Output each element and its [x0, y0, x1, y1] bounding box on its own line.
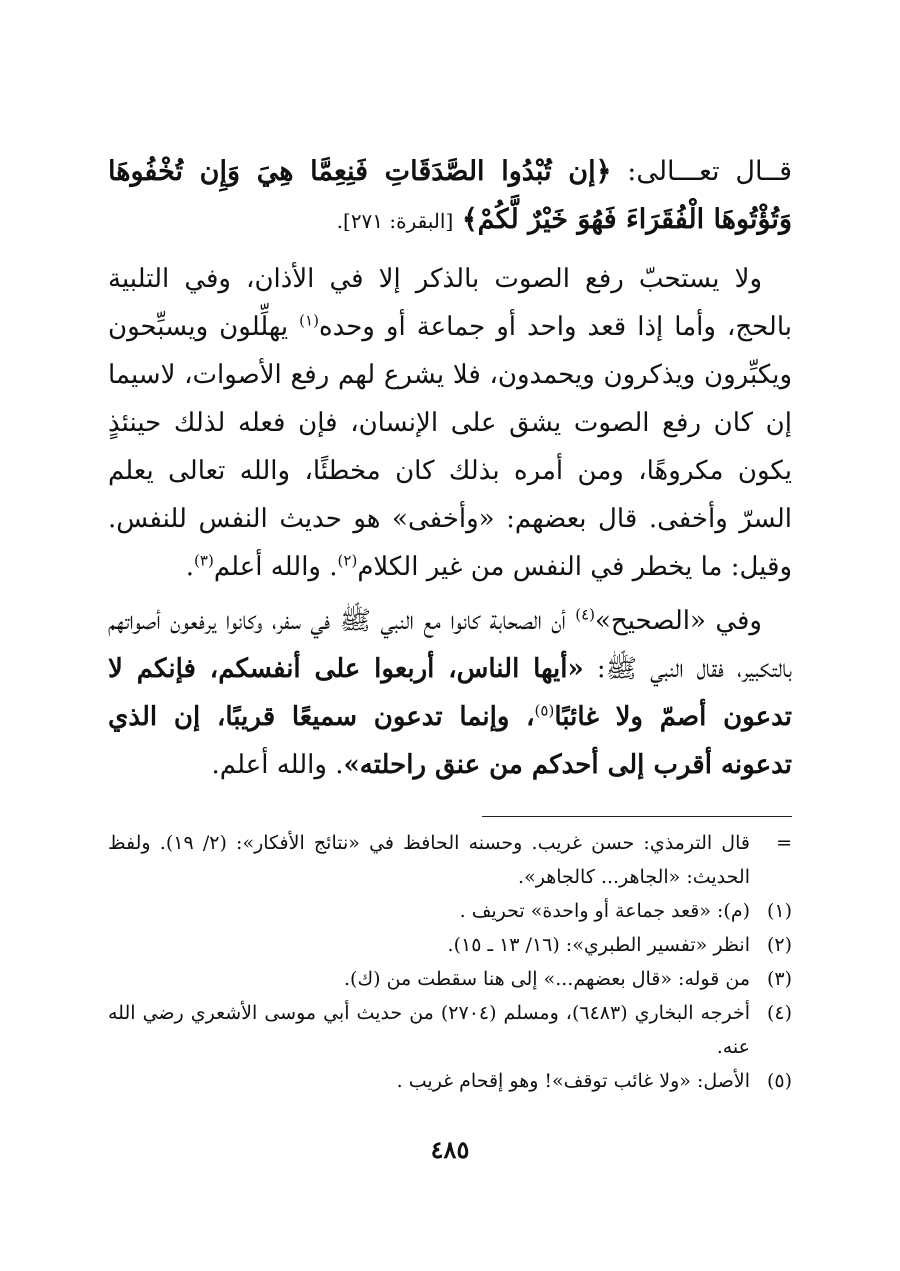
- footnote-ref-1[interactable]: (١): [299, 311, 319, 330]
- p2-text-b: أن الصحابة كانوا مع النبي ﷺ في سفر، وكانوا يرفعون أصواتهم بالتكبير، فقال النبي ﷺ:: [108, 606, 792, 684]
- continuation-mark: =: [776, 832, 792, 854]
- hadith-quote-b: ، وإنما تدعون سميعًا قريبًا، إن الذي تدعونه أقرب إلى أحدكم من عنق راحلته»: [108, 702, 792, 780]
- footnote-item: [108, 962, 792, 996]
- footnote-text: قال الترمذي: حسن غريب. وحسنه الحافظ في «نتائج الأفكار»: (٢/ ١٩). ولفظ الحديث: «الجاهر... كالجاهر».: [108, 832, 750, 888]
- footnote-text: الأصل: «ولا غائب توقف»! وهو إقحام غريب .: [396, 1070, 750, 1092]
- footnote-ref-2[interactable]: (٢): [337, 551, 358, 570]
- p2-text-a: وفي «الصحيح»: [595, 606, 762, 636]
- p1-text-c: . والله أعلم: [213, 552, 338, 582]
- footnote-item: [108, 894, 792, 928]
- footnote-item: [108, 928, 792, 962]
- footnote-number: (٥): [766, 1070, 792, 1092]
- verse-reference: [البقرة: ٢٧١].: [336, 209, 454, 233]
- footnotes: [108, 826, 792, 1098]
- hadith-quote-a: «أيها الناس، أربعوا على أنفسكم، فإنكم لا تدعون أصمّ ولا غائبًا: [108, 654, 792, 732]
- paragraph-1: [108, 255, 792, 591]
- p1-text-b: يهلِّلون ويسبِّحون ويكبِّرون ويذكرون ويحمدون، فلا يشرع لهم رفع الأصوات، لاسيما إن كان رفع الصوت يشق على الإنسان، فإن فعله لذلك حينئذٍ يكون مكروهًا، ومن أمره بذلك كان مخطئًا، والله تعالى يعلم السرّ وأخفى. قال بعضهم: «وأخفى» هو حديث النفس للنفس. وقيل: ما يخطر في النفس من غير الكلام: [108, 312, 792, 582]
- paragraph-2: [108, 597, 792, 789]
- footnote-text: انظر «تفسير الطبري»: (١٦/ ١٣ ـ ١٥).: [447, 934, 750, 956]
- main-text: [108, 148, 792, 795]
- footnote-text: (م): «قعد جماعة أو واحدة» تحريف .: [459, 900, 750, 922]
- footnote-ref-3[interactable]: (٣): [194, 551, 214, 570]
- footnote-item: [108, 996, 792, 1064]
- footnote-ref-5[interactable]: (٥): [534, 701, 555, 720]
- quran-verse: [108, 148, 792, 245]
- p1-text-d: .: [185, 552, 195, 582]
- footnote-text: من قوله: «قال بعضهم...» إلى هنا سقطت من (ك).: [344, 968, 750, 990]
- footnote-number: (١): [766, 900, 792, 922]
- footnote-number: (٢): [766, 934, 792, 956]
- footnote-ref-4[interactable]: (٤): [575, 605, 595, 624]
- footnote-divider: [482, 816, 792, 817]
- footnote-number: (٤): [766, 1002, 792, 1024]
- page-number: ٤٨٥: [430, 1135, 470, 1164]
- verse-intro: قــال تعـــالى:: [627, 156, 792, 187]
- footnote-item: [108, 1064, 792, 1098]
- verse-text: ﴿إن تُبْدُوا الصَّدَقَاتِ فَنِعِمَّا هِيَ وَإِن تُخْفُوهَا وَتُؤْتُوهَا الْفُقَرَاءَ فَهُوَ خَيْرٌ لَّكُمْ﴾: [108, 156, 792, 235]
- footnote-continued: [108, 826, 792, 894]
- footnote-text: أخرجه البخاري (٦٤٨٣)، ومسلم (٢٧٠٤) من حديث أبي موسى الأشعري رضي الله عنه.: [108, 1002, 750, 1058]
- p1-text-a: ولا يستحبّ رفع الصوت بالذكر إلا في الأذان، وفي التلبية بالحج، وأما إذا قعد واحد أو جماعة أو وحده: [108, 264, 792, 342]
- p2-text-e: . والله أعلم.: [211, 750, 344, 780]
- footnote-number: (٣): [766, 968, 792, 990]
